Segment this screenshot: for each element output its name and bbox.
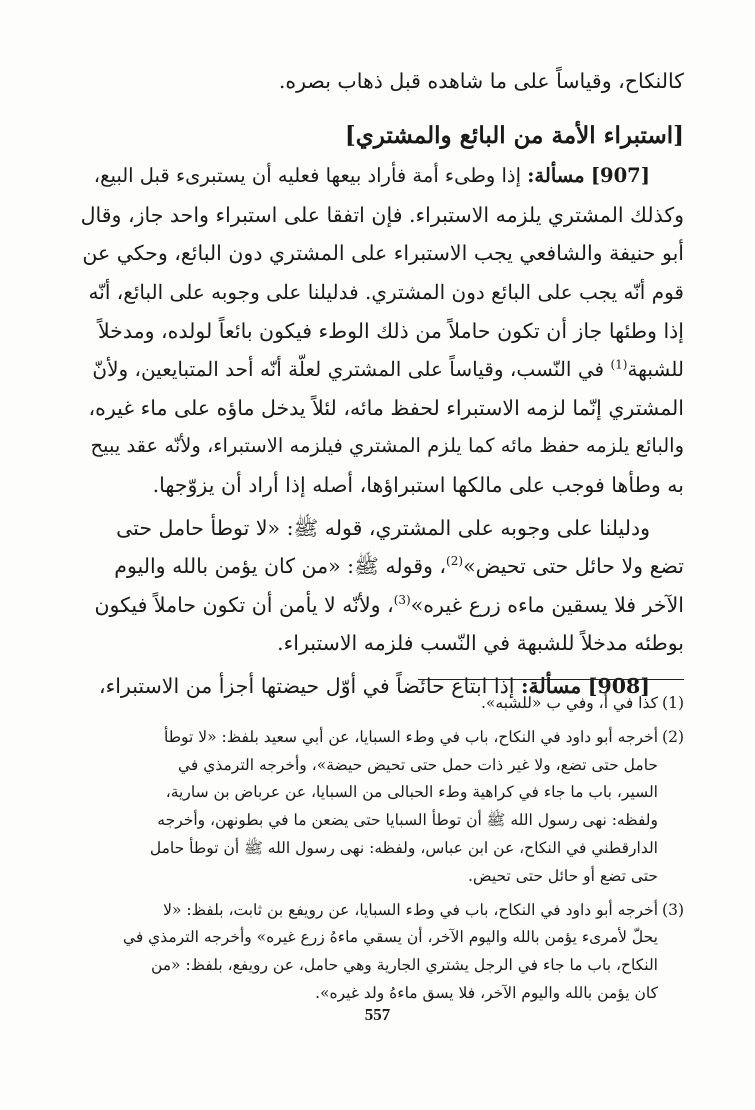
- intro-line: كالنكاح، وقياساً على ما شاهده قبل ذهاب بصره.: [278, 69, 684, 93]
- issue-907-line-6: [82, 350, 684, 389]
- issue-907-line-3: أبو حنيفة والشافعي يجب الاستبراء على المشتري دون البائع، وحكي عن: [82, 241, 684, 266]
- page-number: 557: [364, 1005, 391, 1024]
- evidence-line-2-start: تضع ولا حائل حتى تحيض»: [463, 554, 684, 579]
- footnote-1: [82, 690, 684, 718]
- footnote-body: [82, 897, 658, 1008]
- evidence-line-3-start: الآخر فلا يسقين ماءه زرع غيره»: [410, 592, 684, 617]
- footnote-number: (1): [662, 694, 684, 712]
- evidence-line-3: [82, 586, 684, 625]
- footnote-line: حتى تضع أو حائل حتى تحيض.: [467, 866, 658, 885]
- evidence-paragraph: [82, 509, 684, 663]
- evidence-line-3-end: ، ولأنّه لا يأمن أن تكون حاملاً فيكون: [94, 592, 394, 617]
- footnote-body: [82, 724, 658, 891]
- evidence-line-2: [82, 547, 684, 586]
- issue-907-line-7: المشتري إنّما لزمه الاستبراء لحفظ مائه، لئلاً يدخل ماؤه على ماء غيره،: [88, 395, 684, 420]
- issue-907-line-4: قوم أنّه يجب على البائع دون المشتري. فدليلنا على وجوبه على البائع، أنّه: [88, 279, 684, 304]
- issue-907-label: مسألة:: [527, 164, 585, 188]
- issue-907-line-9: به وطأها فوجب على مالكها استبراؤها، أصله إذا أراد أن يزوّجها.: [152, 472, 684, 497]
- footnote-3: [82, 897, 684, 1008]
- issue-907-line-8: والبائع يلزمه حفظ مائه كما يلزم المشتري فيلزمه الاستبراء، ولأنّه عقد يبيح: [90, 434, 684, 458]
- issue-907-line-6-end: في النّسب، وقياساً على المشتري لعلّة أنّه أحد المتبايعين، ولأنّ: [92, 357, 611, 382]
- footnote-line: الدارقطني في النكاح، عن ابن عباس، ولفظه: نهى رسول الله ﷺ أن توطأ حامل: [149, 838, 658, 857]
- evidence-line-4: بوطئه مدخلاً للشبهة في النّسب فلزمه الاستبراء.: [277, 631, 684, 656]
- section-heading: [استبراء الأمة من البائع والمشتري]: [344, 121, 684, 149]
- footnote-line: السير، باب ما جاء في كراهية وطء الحبالى من السبايا، عن عرباض بن سارية،: [165, 783, 658, 802]
- issue-908-number: [908]: [587, 673, 650, 698]
- issue-908-label: مسألة:: [520, 673, 582, 698]
- evidence-line-2-end: ، وقوله ﷺ: «من كان يؤمن بالله واليوم: [114, 554, 447, 579]
- footnote-separator: [418, 679, 684, 680]
- footnote-number: (3): [662, 900, 684, 919]
- footnote-2: [82, 724, 684, 891]
- footnote-line: حامل حتى تضع، ولا غير ذات حمل حتى تحيض حيضة»، وأخرجه الترمذي في: [177, 755, 658, 774]
- footnote-line: يحلّ لأمرىء يؤمن بالله واليوم الآخر، أن يسقي ماءهُ زرع غيره» وأخرجه الترمذي في: [122, 928, 658, 947]
- issue-907-number: [907]: [590, 164, 650, 188]
- footnote-line: كان يؤمن بالله واليوم الآخر، فلا يسق ماءهُ ولد غيره».: [315, 983, 658, 1002]
- issue-907-line-5: إذا وطئها جاز أن تكون حاملاً من ذلك الوطء فيكون بائعاً لولده، ومدخلاً: [97, 318, 684, 343]
- footnote-line: أخرجه أبو داود في النكاح، باب في وطء السبايا، عن رويفع بن ثابت، بلفظ: «لا: [163, 900, 658, 919]
- footnote-body: [82, 690, 658, 718]
- main-text: [82, 62, 684, 706]
- footnote-ref-1: (1): [610, 357, 628, 372]
- footnote-ref-2: (2): [446, 554, 464, 569]
- issue-907: [82, 157, 684, 504]
- footnote-line: كذا في أ، وفي ب «للشبه».: [480, 694, 658, 712]
- issue-907-line-2: وكذلك المشتري يلزمه الاستبراء. فإن اتفقا على استبراء واحد جاز، وقال: [80, 202, 684, 227]
- footnote-line: النكاح، باب ما جاء في الرجل يشتري الجارية وهي حامل، عن رويفع، بلفظ: «من: [150, 956, 658, 975]
- issue-908-text: إذا ابتاع حائضاً في أوّل حيضتها أجزأ من الاستبراء،: [98, 673, 515, 698]
- footnote-line: أخرجه أبو داود في النكاح، باب في وطء السبايا، عن أبي سعيد بلفظ: «لا توطأ: [163, 727, 658, 746]
- issue-907-line-1: إذا وطىء أمة فأراد بيعها فعليه أن يستبرىء قبل البيع،: [93, 164, 522, 188]
- issue-907-first-line: [82, 157, 684, 196]
- footnotes: [82, 690, 684, 1014]
- evidence-line-1: ودليلنا على وجوبه على المشتري، قوله ﷺ: «لا توطأ حامل حتى: [116, 515, 650, 540]
- footnote-number: (2): [662, 727, 684, 746]
- footnote-line: ولفظه: نهى رسول الله ﷺ أن توطأ السبايا حتى يضعن ما في بطونهن، وأخرجه: [157, 811, 658, 830]
- issue-907-line-6-start: للشبهة: [627, 357, 684, 382]
- footnote-ref-3: (3): [393, 592, 411, 607]
